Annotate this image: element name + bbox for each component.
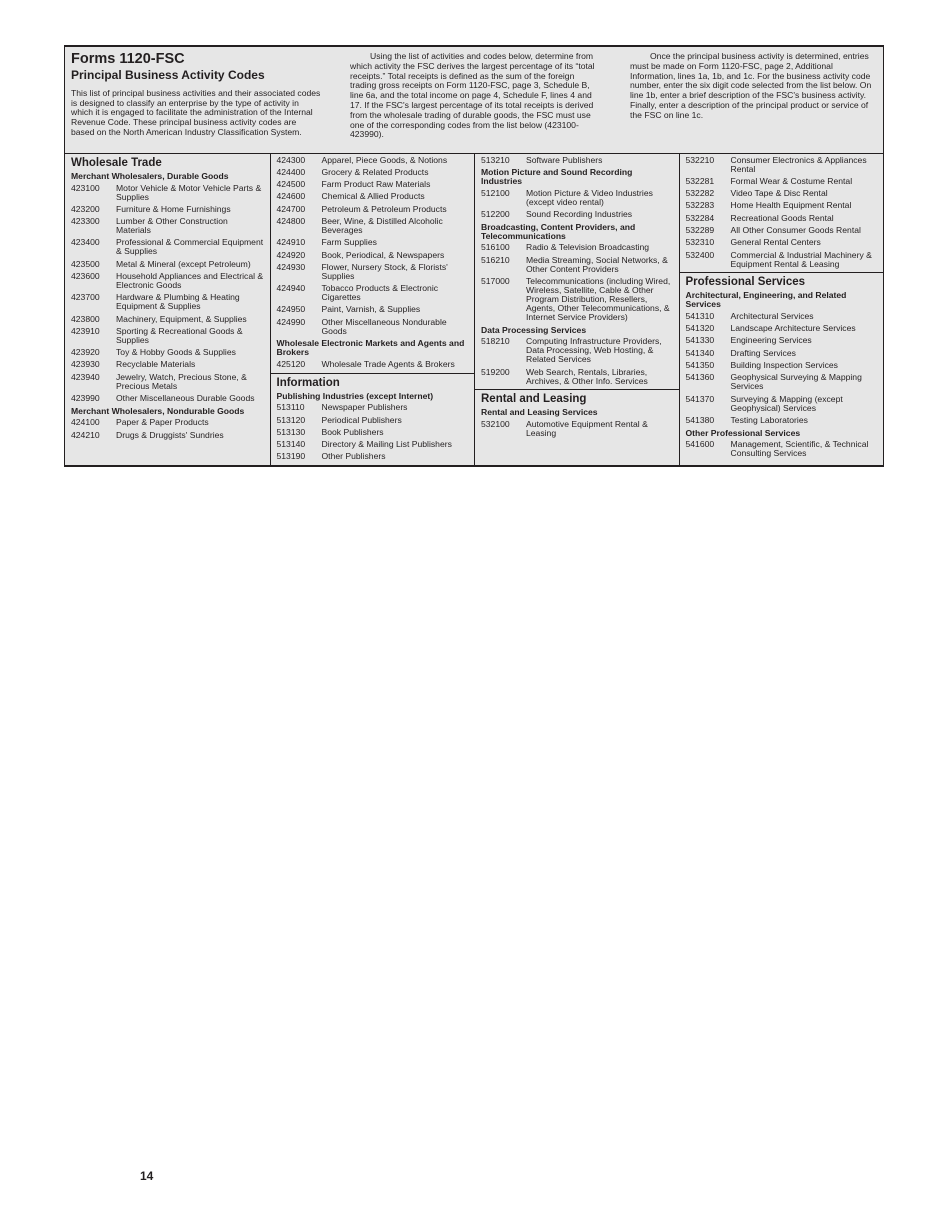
activity-code: 541360 (685, 372, 715, 383)
code-row (271, 414, 475, 426)
activity-code: 425120 (276, 358, 306, 369)
code-row (680, 249, 884, 270)
code-row (65, 429, 270, 441)
code-row (680, 335, 884, 347)
activity-description: All Other Consumer Goods Rental (730, 225, 861, 235)
code-column (270, 154, 475, 465)
code-row (475, 275, 679, 323)
code-row (475, 336, 679, 366)
activity-description: Architectural Services (730, 310, 814, 321)
activity-code: 423200 (71, 203, 100, 214)
activity-code: 541600 (685, 439, 715, 450)
activity-code: 424600 (276, 191, 306, 202)
code-row (680, 310, 884, 322)
code-row (65, 258, 270, 270)
activity-code: 424700 (276, 203, 306, 214)
activity-description: Petroleum & Petroleum Products (321, 203, 447, 214)
code-row (680, 359, 884, 371)
intro-paragraph: This list of principal business activities and their associated codes is designed to classify an enterprise by the type of activity in which it is engaged to facilitate the administration of the Internal Revenue Code. These principal business activity codes are based on the North American Industry Classification System. (71, 88, 321, 137)
code-row (271, 316, 475, 337)
page-number: 14 (140, 1169, 154, 1183)
activity-description: Home Health Equipment Rental (730, 200, 852, 211)
activity-code: 424300 (276, 154, 306, 165)
code-section (271, 154, 475, 373)
code-row (680, 372, 884, 393)
code-row (65, 216, 270, 237)
activity-code: 513120 (276, 414, 306, 425)
code-row (271, 402, 475, 414)
code-row (271, 237, 475, 249)
form-title: Forms 1120-FSC (71, 51, 185, 67)
activity-code: 532284 (685, 212, 715, 223)
activity-description: Recreational Goods Rental (730, 212, 834, 223)
activity-description: Household Appliances and Electrical & Electronic Goods (116, 271, 264, 290)
code-row (65, 417, 270, 429)
section-title: Professional Services (685, 276, 806, 289)
code-row (475, 366, 679, 387)
activity-code: 423300 (71, 216, 100, 227)
code-row (65, 392, 270, 404)
activity-description: Farm Supplies (321, 237, 377, 248)
activity-description: Media Streaming, Social Networks, & Other Content Providers (526, 254, 668, 274)
activity-code: 541370 (685, 393, 715, 404)
activity-description: Farm Product Raw Materials (321, 179, 431, 190)
activity-code: 532289 (685, 225, 715, 235)
code-row (475, 154, 679, 166)
code-row (65, 237, 270, 258)
group-heading: Broadcasting, Content Providers, and Telecommunications (481, 221, 636, 241)
activity-description: Recyclable Materials (116, 359, 196, 370)
activity-description: Book, Periodical, & Newspapers (321, 249, 445, 260)
activity-description: Lumber & Other Construction Materials (116, 216, 228, 236)
activity-code: 513140 (276, 439, 306, 450)
activity-code: 532283 (685, 200, 715, 211)
code-row (271, 358, 475, 370)
activity-code: 532210 (685, 154, 715, 165)
activity-description: Book Publishers (321, 426, 384, 437)
activity-code: 516100 (481, 242, 510, 253)
activity-description: Formal Wear & Costume Rental (730, 175, 853, 186)
activity-description: Consumer Electronics & Appliances Rental (730, 154, 867, 174)
activity-description: Grocery & Related Products (321, 166, 429, 177)
activity-code: 423500 (71, 258, 100, 269)
code-row (271, 179, 475, 191)
group-heading: Motion Picture and Sound Recording Industries (481, 167, 633, 187)
activity-description: Toy & Hobby Goods & Supplies (116, 347, 236, 358)
activity-code: 423700 (71, 292, 100, 303)
activity-description: Drugs & Druggists' Sundries (116, 429, 224, 440)
code-row (271, 426, 475, 438)
activity-description: Motor Vehicle & Motor Vehicle Parts & Supplies (116, 182, 262, 202)
activity-code: 423400 (71, 237, 100, 248)
activity-code: 513190 (276, 451, 306, 462)
activity-code: 424910 (276, 237, 306, 248)
activity-description: Surveying & Mapping (except Geophysical) Services (730, 393, 843, 413)
activity-description: Other Miscellaneous Durable Goods (116, 392, 255, 403)
activity-description: Wholesale Trade Agents & Brokers (321, 358, 455, 369)
group-heading: Other Professional Services (685, 427, 801, 438)
activity-description: General Rental Centers (730, 237, 821, 248)
code-row (475, 418, 679, 439)
activity-description: Sporting & Recreational Goods & Supplies (116, 325, 243, 345)
code-row (680, 188, 884, 200)
code-row (680, 200, 884, 212)
activity-description: Hardware & Plumbing & Heating Equipment & Supplies (116, 292, 240, 312)
code-row (271, 154, 475, 166)
activity-description: Motion Picture & Video Industries (except video rental) (526, 187, 653, 207)
group-heading: Data Processing Services (481, 324, 587, 335)
activity-codes-form (64, 45, 884, 467)
code-row (680, 212, 884, 224)
activity-description: Web Search, Rentals, Libraries, Archives, & Other Info. Services (526, 366, 648, 386)
activity-code: 541320 (685, 323, 715, 334)
group-heading: Publishing Industries (except Internet) (276, 390, 434, 401)
activity-description: Drafting Services (730, 347, 796, 358)
activity-code: 424400 (276, 166, 306, 177)
activity-code: 424500 (276, 179, 306, 190)
activity-description: Telecommunications (including Wired, Wireless, Satellite, Cable & Other Program Distribution, Resellers, Agents, Other Telecommunications, & Internet Service Providers) (526, 276, 671, 322)
instructions-paragraph-2: Once the principal business activity is determined, entries must be made on Form 1120-FSC, page 2, Additional Information, lines 1a, 1b, and 1c. For the business activity code number, enter the six digit code selected from the list below. On line 1b, enter a brief description of the FSC's business activity. Finally, enter a description of the principal product or service of the FSC on line 1c. (630, 51, 872, 120)
activity-code: 423930 (71, 359, 100, 370)
activity-code: 532100 (481, 418, 510, 429)
section-title: Wholesale Trade (71, 157, 162, 169)
activity-code: 532281 (685, 175, 715, 186)
activity-description: Commercial & Industrial Machinery & Equipment Rental & Leasing (730, 249, 872, 269)
activity-code: 541330 (685, 335, 715, 346)
activity-code: 424100 (71, 417, 100, 428)
code-section (65, 154, 270, 443)
code-row (271, 166, 475, 178)
form-header (65, 47, 883, 153)
activity-description: Paper & Paper Products (116, 417, 209, 428)
instructions-paragraph-1: Using the list of activities and codes below, determine from which activity the FSC derives the largest percentage of its “total receipts.” Total receipts is defined as the sum of the foreign trading gross receipts on Form 1120-FSC, page 3, Schedule B, line 6a, and the total income on page 4, Schedule F, lines 4 and 17. If the FSC's largest percentage of its total receipts is derived from the wholesale trading of durable goods, the FSC must use one of the corresponding codes from the list below (423100-423990). (350, 51, 595, 140)
activity-description: Other Publishers (321, 451, 386, 462)
activity-description: Sound Recording Industries (526, 209, 633, 220)
activity-description: Chemical & Allied Products (321, 191, 425, 202)
code-row (271, 261, 475, 282)
code-row (680, 347, 884, 359)
activity-code: 513110 (276, 402, 305, 413)
activity-code: 512100 (481, 187, 510, 198)
code-row (680, 237, 884, 249)
code-row (65, 359, 270, 371)
group-heading: Merchant Wholesalers, Durable Goods (71, 171, 229, 181)
header-left (71, 51, 321, 138)
section-title: Information (276, 376, 340, 389)
activity-code: 513130 (276, 426, 306, 437)
code-row (271, 215, 475, 236)
group-heading: Architectural, Engineering, and Related Services (685, 290, 847, 310)
activity-description: Apparel, Piece Goods, & Notions (321, 154, 448, 165)
code-row (271, 249, 475, 261)
activity-description: Management, Scientific, & Technical Consulting Services (730, 439, 869, 459)
activity-code: 532310 (685, 237, 715, 248)
activity-code: 513210 (481, 154, 510, 165)
code-row (271, 439, 475, 451)
activity-description: Paint, Varnish, & Supplies (321, 304, 421, 315)
activity-description: Tobacco Products & Electronic Cigarettes (321, 283, 439, 303)
activity-code: 518210 (481, 336, 510, 347)
activity-code: 424920 (276, 249, 306, 260)
activity-code: 541310 (685, 310, 715, 321)
code-row (680, 439, 884, 460)
activity-description: Video Tape & Disc Rental (730, 188, 828, 199)
activity-code: 512200 (481, 209, 510, 220)
code-column (65, 154, 270, 465)
code-row (65, 325, 270, 346)
activity-code: 424210 (71, 429, 100, 440)
activity-description: Beer, Wine, & Distilled Alcoholic Beverages (321, 216, 443, 235)
code-row (475, 187, 679, 208)
group-heading: Wholesale Electronic Markets and Agents and Brokers (276, 338, 465, 358)
activity-description: Machinery, Equipment, & Supplies (116, 313, 247, 324)
code-section (680, 272, 884, 462)
activity-description: Testing Laboratories (730, 414, 808, 425)
activity-code: 424950 (276, 304, 306, 315)
code-row (271, 304, 475, 316)
code-row (680, 175, 884, 187)
code-row (680, 224, 884, 236)
activity-description: Furniture & Home Furnishings (116, 203, 231, 214)
activity-code: 423940 (71, 371, 100, 382)
activity-code: 541340 (685, 347, 715, 358)
code-section (680, 154, 884, 272)
code-row (271, 203, 475, 215)
code-section (475, 154, 679, 389)
code-row (680, 323, 884, 335)
code-section (271, 373, 475, 465)
activity-description: Other Miscellaneous Nondurable Goods (321, 316, 447, 336)
section-title: Rental and Leasing (481, 393, 587, 406)
activity-description: Newspaper Publishers (321, 402, 408, 413)
code-row (271, 191, 475, 203)
activity-code: 423910 (71, 325, 100, 336)
code-row (680, 393, 884, 414)
activity-code: 424800 (276, 216, 306, 226)
activity-description: Periodical Publishers (321, 414, 402, 425)
activity-description: Landscape Architecture Services (730, 323, 856, 334)
activity-code: 423800 (71, 313, 100, 324)
activity-description: Metal & Mineral (except Petroleum) (116, 258, 251, 269)
activity-description: Geophysical Surveying & Mapping Services (730, 372, 862, 392)
code-row (475, 254, 679, 275)
activity-code: 424940 (276, 283, 306, 294)
group-heading: Rental and Leasing Services (481, 407, 598, 418)
code-column (474, 154, 679, 465)
activity-description: Radio & Television Broadcasting (526, 242, 650, 253)
activity-code: 541380 (685, 414, 715, 425)
activity-description: Engineering Services (730, 335, 812, 346)
activity-description: Software Publishers (526, 154, 603, 165)
activity-code: 519200 (481, 366, 510, 377)
code-row (65, 347, 270, 359)
code-row (271, 283, 475, 304)
code-section (475, 389, 679, 441)
code-row (680, 154, 884, 175)
group-heading: Merchant Wholesalers, Nondurable Goods (71, 405, 245, 416)
activity-description: Computing Infrastructure Providers, Data Processing, Web Hosting, & Related Services (526, 336, 662, 365)
activity-code: 423600 (71, 271, 100, 281)
code-row (475, 209, 679, 221)
activity-description: Building Inspection Services (730, 359, 838, 370)
activity-code: 532282 (685, 188, 715, 199)
code-row (65, 313, 270, 325)
activity-description: Jewelry, Watch, Precious Stone, & Precious Metals (116, 371, 247, 391)
code-row (65, 292, 270, 313)
activity-description: Automotive Equipment Rental & Leasing (526, 418, 648, 438)
activity-description: Flower, Nursery Stock, & Florists' Supplies (321, 261, 448, 281)
code-row (65, 270, 270, 291)
form-subtitle: Principal Business Activity Codes (71, 68, 265, 82)
activity-code: 424930 (276, 261, 306, 272)
code-row (680, 414, 884, 426)
activity-code: 423990 (71, 392, 100, 403)
activity-code: 423920 (71, 347, 100, 358)
activity-code: 541350 (685, 359, 715, 370)
code-columns (65, 153, 883, 465)
activity-code: 424990 (276, 316, 306, 327)
code-row (65, 203, 270, 215)
code-row (65, 182, 270, 203)
code-row (65, 371, 270, 392)
activity-description: Directory & Mailing List Publishers (321, 439, 452, 450)
activity-description: Professional & Commercial Equipment & Supplies (116, 237, 264, 257)
activity-code: 517000 (481, 276, 510, 286)
activity-code: 532400 (685, 249, 715, 260)
code-row (475, 242, 679, 254)
code-column (679, 154, 884, 465)
activity-code: 516210 (481, 254, 510, 265)
activity-code: 423100 (71, 182, 100, 193)
code-row (271, 451, 475, 463)
